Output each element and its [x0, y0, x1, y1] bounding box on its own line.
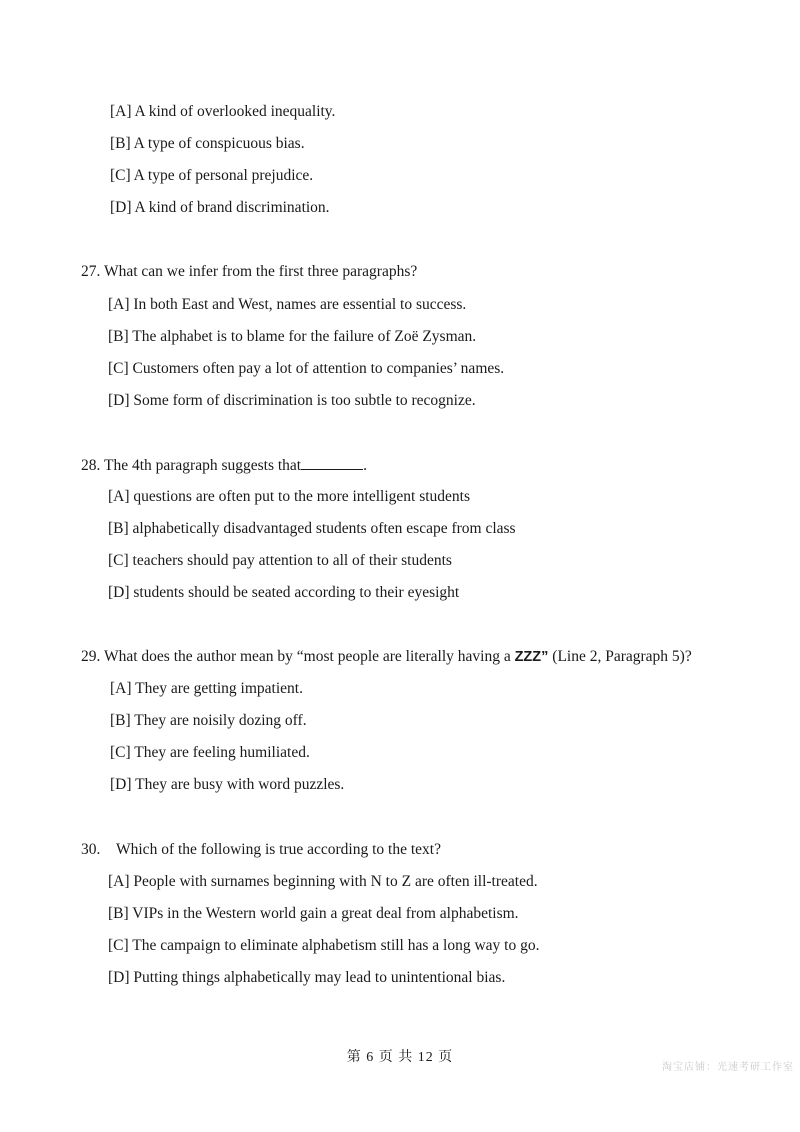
- q28-option-d: [D] students should be seated according to their eyesight: [108, 584, 460, 601]
- q26-option-b: [B] A type of conspicuous bias.: [110, 135, 305, 152]
- q27-option-c: [C] Customers often pay a lot of attention to companies’ names.: [108, 360, 505, 377]
- q27-option-b: [B] The alphabet is to blame for the failure of Zoë Zysman.: [108, 328, 477, 345]
- q28-option-a: [A] questions are often put to the more intelligent students: [108, 488, 471, 505]
- q29-stem-text: 29. What does the author mean by “most people are literally having a: [81, 648, 515, 665]
- q26-option-d: [D] A kind of brand discrimination.: [110, 199, 330, 216]
- q28-stem-end: .: [363, 457, 367, 474]
- q29-zzz-term: ZZZ”: [514, 649, 549, 665]
- q30-option-d: [D] Putting things alphabetically may lead to unintentional bias.: [108, 969, 506, 986]
- q30-option-c: [C] The campaign to eliminate alphabetism still has a long way to go.: [108, 937, 540, 954]
- q28-option-c: [C] teachers should pay attention to all of their students: [108, 552, 452, 569]
- q30-stem: Which of the following is true according to the text?: [116, 841, 441, 858]
- q29-stem: [81, 647, 692, 667]
- q29-option-a: [A] They are getting impatient.: [110, 680, 303, 697]
- q30-number: 30.: [81, 841, 101, 858]
- q28-stem: [81, 455, 367, 476]
- q29-option-c: [C] They are feeling humiliated.: [110, 744, 310, 761]
- q26-option-a: [A] A kind of overlooked inequality.: [110, 103, 336, 120]
- answer-blank: [301, 455, 363, 470]
- q27-option-a: [A] In both East and West, names are essential to success.: [108, 296, 467, 313]
- q27-option-d: [D] Some form of discrimination is too subtle to recognize.: [108, 392, 476, 409]
- q27-stem: 27. What can we infer from the first three paragraphs?: [81, 263, 418, 280]
- store-watermark: 淘宝店铺：光速考研工作室: [662, 1062, 794, 1073]
- q30-option-a: [A] People with surnames beginning with N to Z are often ill-treated.: [108, 873, 538, 890]
- q28-option-b: [B] alphabetically disadvantaged students often escape from class: [108, 520, 516, 537]
- q30-option-b: [B] VIPs in the Western world gain a great deal from alphabetism.: [108, 905, 519, 922]
- page-number-footer: 第 6 页 共 12 页: [346, 1050, 454, 1065]
- q26-option-c: [C] A type of personal prejudice.: [110, 167, 314, 184]
- q29-option-b: [B] They are noisily dozing off.: [110, 712, 307, 729]
- q28-stem-text: 28. The 4th paragraph suggests that: [81, 457, 302, 474]
- q29-stem-end: (Line 2, Paragraph 5)?: [548, 648, 692, 665]
- q29-option-d: [D] They are busy with word puzzles.: [110, 776, 345, 793]
